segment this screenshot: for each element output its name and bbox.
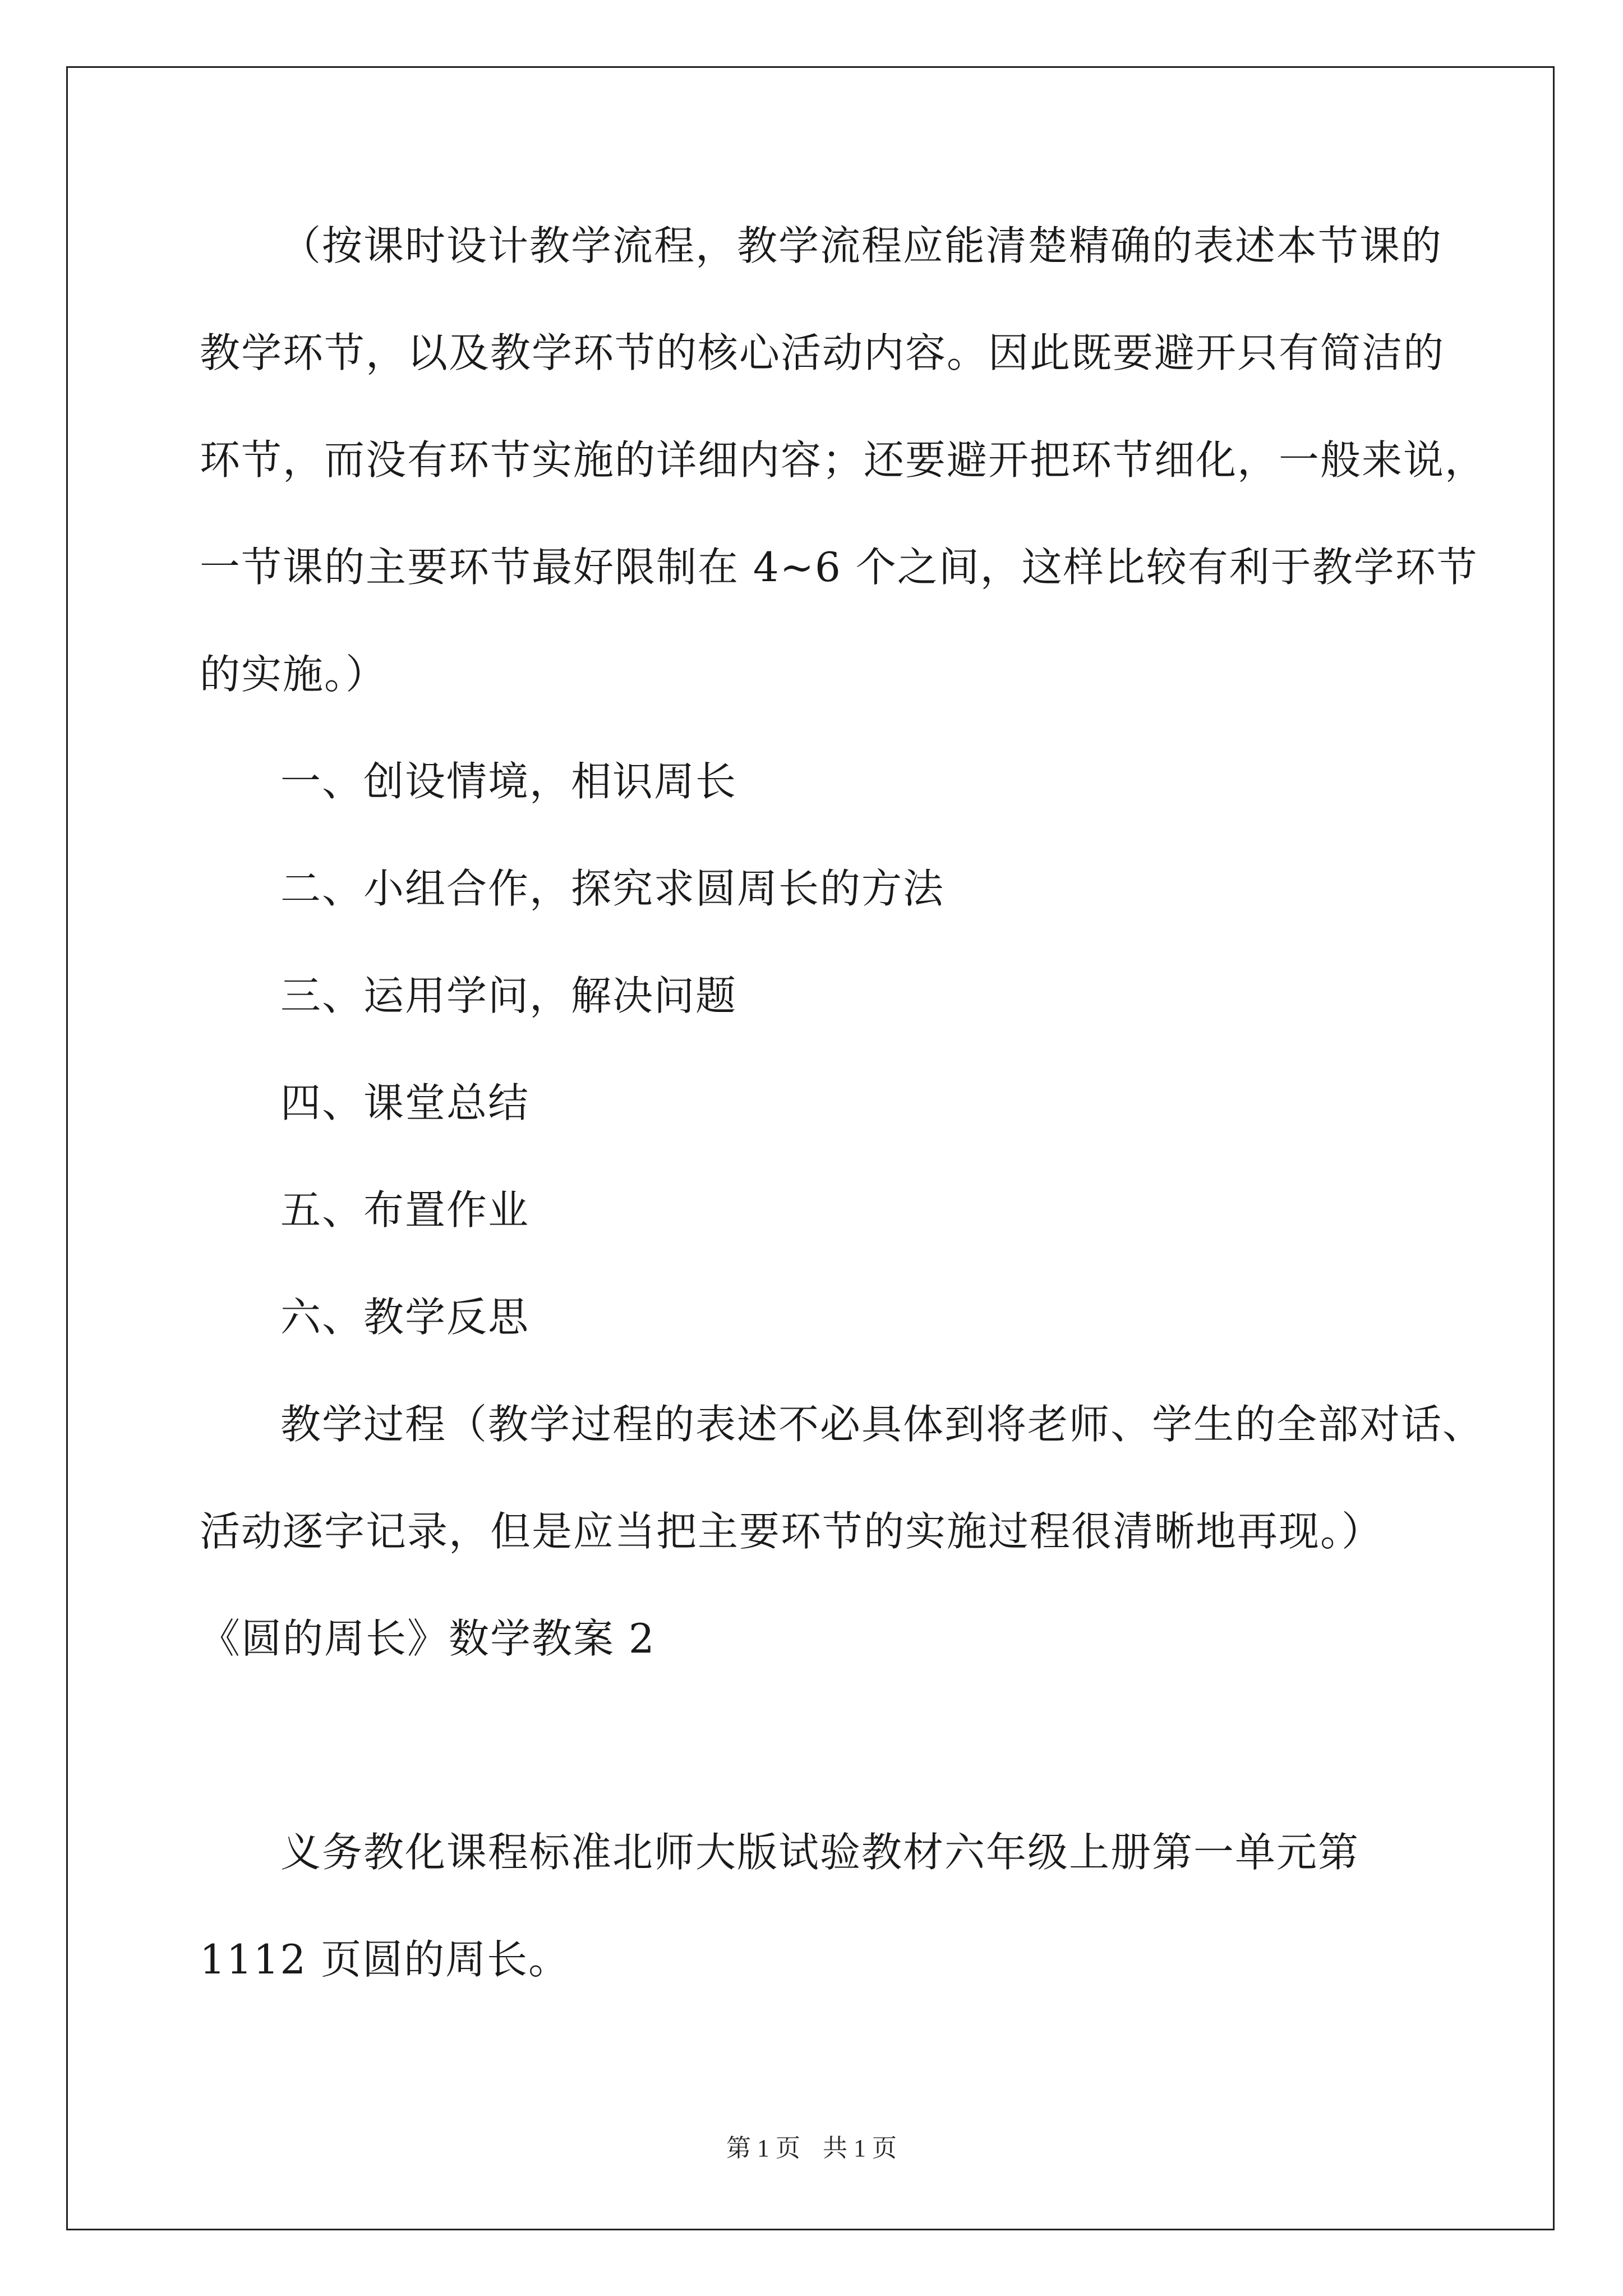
page-number-total: 共 1 页	[823, 2134, 897, 2162]
step-1: 一、创设情境，相识周长	[280, 758, 737, 805]
step-4: 四、课堂总结	[280, 1079, 530, 1126]
page-footer	[0, 2136, 1623, 2161]
step-3: 三、运用学问，解决问题	[280, 972, 737, 1019]
step-6: 六、教学反思	[280, 1294, 530, 1341]
step-2: 二、小组合作，探究求圆周长的方法	[280, 865, 945, 912]
content-line-2: 1112 页圆的周长。	[200, 1936, 570, 1983]
paragraph-intro-line-1: （按课时设计教学流程，教学流程应能清楚精确的表述本节课的	[280, 222, 1443, 269]
page-number-current: 第 1 页	[726, 2134, 800, 2162]
paragraph-intro-line-5: 的实施。）	[200, 651, 388, 698]
paragraph-intro-line-4: 一节课的主要环节最好限制在 4~6 个之间，这样比较有利于教学环节	[200, 544, 1478, 591]
step-5: 五、布置作业	[280, 1186, 530, 1234]
page-border	[66, 66, 1555, 2230]
process-line-1: 教学过程（教学过程的表述不必具体到将老师、学生的全部对话、	[280, 1401, 1484, 1448]
section-heading: 《圆的周长》数学教案 2	[200, 1615, 656, 1662]
process-line-2: 活动逐字记录，但是应当把主要环节的实施过程很清晰地再现。）	[200, 1508, 1384, 1555]
paragraph-intro-line-3: 环节，而没有环节实施的详细内容；还要避开把环节细化，一般来说，	[200, 436, 1487, 484]
paragraph-intro-line-2: 教学环节，以及教学环节的核心活动内容。因此既要避开只有简洁的	[200, 329, 1445, 376]
content-line-1: 义务教化课程标准北师大版试验教材六年级上册第一单元第	[280, 1829, 1360, 1876]
